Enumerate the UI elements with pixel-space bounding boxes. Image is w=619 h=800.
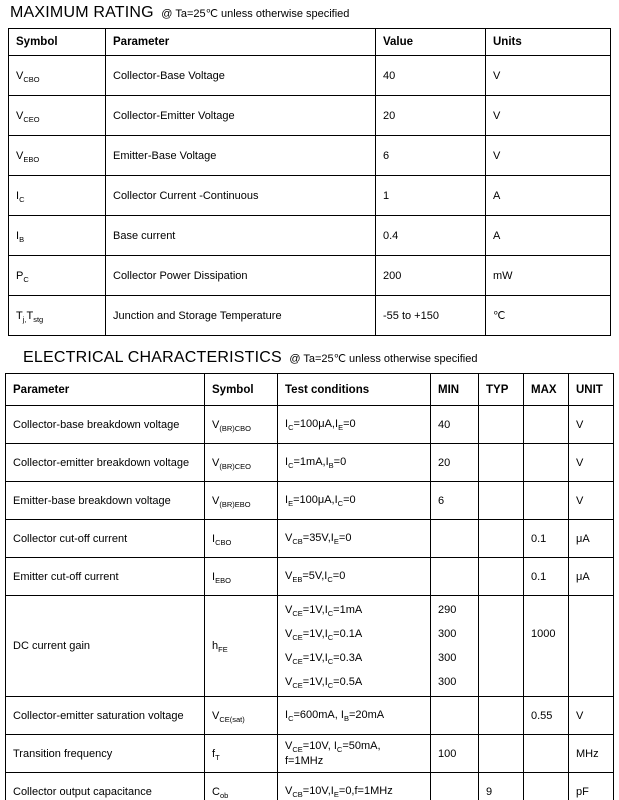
units-cell: ℃: [486, 296, 611, 336]
min-cell: 40: [431, 406, 479, 444]
typ-cell: [479, 444, 524, 482]
test-conditions-cell: [278, 697, 431, 735]
max-cell: [524, 773, 569, 800]
condition-line: $V_{CE}=10V$, $I_C=50mA$,: [285, 739, 381, 754]
electrical-row: [6, 444, 614, 482]
max-cell: [524, 482, 569, 520]
symbol-cell: $P_C$: [9, 256, 106, 296]
test-conditions-cell: [278, 482, 431, 520]
symbol-cell: $V_{EBO}$: [9, 136, 106, 176]
max-rating-row: [9, 256, 611, 296]
unit-cell: V: [569, 406, 614, 444]
unit-cell: μA: [569, 520, 614, 558]
condition-line: $I_C=100\mu A,I_E=0$: [285, 418, 356, 433]
max-rating-subtitle: @ Ta=25℃ unless otherwise specified: [161, 8, 350, 20]
electrical-characteristics-table: [5, 373, 614, 800]
min-cell: 20: [431, 444, 479, 482]
header-units: Units: [486, 29, 611, 56]
typ-cell: [479, 558, 524, 596]
typ-cell: [479, 482, 524, 520]
min-line: 300: [438, 628, 457, 640]
max-rating-row: [9, 296, 611, 336]
max-rating-header-row: [9, 29, 611, 56]
min-cell: [431, 520, 479, 558]
value-cell: 0.4: [376, 216, 486, 256]
symbol-cell: $I_{EBO}$: [205, 558, 278, 596]
header-min: MIN: [431, 374, 479, 406]
typ-cell: [479, 596, 524, 697]
symbol-cell: $V_{CEO}$: [9, 96, 106, 136]
unit-cell: pF: [569, 773, 614, 800]
parameter-cell: Emitter-base breakdown voltage: [6, 482, 205, 520]
electrical-row: [6, 773, 614, 800]
parameter-cell: Collector Current -Continuous: [106, 176, 376, 216]
header-symbol: Symbol: [205, 374, 278, 406]
electrical-row: [6, 697, 614, 735]
condition-line: f=1MHz: [285, 754, 324, 767]
condition-line: $V_{CE}=1V,I_C=1mA$: [285, 604, 363, 619]
test-conditions-cell: [278, 735, 431, 773]
condition-line: $I_C=1mA,I_B=0$: [285, 456, 347, 471]
condition-line: $V_{CE}=1V,I_C=0.3A$: [285, 652, 363, 667]
max-rating-row: [9, 176, 611, 216]
parameter-cell: Collector-emitter saturation voltage: [6, 697, 205, 735]
min-cell: 6: [431, 482, 479, 520]
header-value: Value: [376, 29, 486, 56]
symbol-cell: $V_{(BR)EBO}$: [205, 482, 278, 520]
min-cell: [431, 697, 479, 735]
electrical-subtitle: @ Ta=25℃ unless otherwise specified: [289, 353, 478, 365]
min-line: 300: [438, 652, 457, 664]
max-rating-title: MAXIMUM RATING: [10, 4, 154, 21]
max-cell: 0.55: [524, 697, 569, 735]
electrical-body: [6, 406, 614, 800]
max-line: [531, 646, 564, 670]
header-typ: TYP: [479, 374, 524, 406]
max-cell: 0.1: [524, 520, 569, 558]
min-cell: [431, 596, 479, 697]
value-cell: 40: [376, 56, 486, 96]
unit-cell: [569, 596, 614, 697]
min-cell: 100: [431, 735, 479, 773]
max-cell: [524, 735, 569, 773]
parameter-cell: Collector cut-off current: [6, 520, 205, 558]
symbol-cell: $C_{ob}$: [205, 773, 278, 800]
value-cell: 1: [376, 176, 486, 216]
typ-cell: [479, 697, 524, 735]
max-line: [531, 670, 564, 694]
symbol-cell: $V_{CBO}$: [9, 56, 106, 96]
max-line: 1000: [531, 628, 556, 640]
parameter-cell: Collector-Base Voltage: [106, 56, 376, 96]
header-test-conditions: Test conditions: [278, 374, 431, 406]
unit-cell: MHz: [569, 735, 614, 773]
typ-cell: [479, 520, 524, 558]
parameter-cell: Collector output capacitance: [6, 773, 205, 800]
symbol-cell: $I_B$: [9, 216, 106, 256]
header-parameter: Parameter: [6, 374, 205, 406]
max-cell: 0.1: [524, 558, 569, 596]
test-conditions-cell: [278, 406, 431, 444]
symbol-cell: $V_{(BR)CBO}$: [205, 406, 278, 444]
header-unit: UNIT: [569, 374, 614, 406]
condition-line: $V_{CB}=10V,I_E=0,f=1MHz$: [285, 785, 393, 800]
parameter-cell: DC current gain: [6, 596, 205, 697]
units-cell: V: [486, 136, 611, 176]
parameter-cell: Base current: [106, 216, 376, 256]
units-cell: A: [486, 176, 611, 216]
header-max: MAX: [524, 374, 569, 406]
electrical-row: [6, 596, 614, 697]
max-rating-table: [8, 28, 611, 336]
max-cell: [524, 444, 569, 482]
header-parameter: Parameter: [106, 29, 376, 56]
unit-cell: V: [569, 697, 614, 735]
max-rating-row: [9, 56, 611, 96]
max-line: [531, 598, 564, 622]
condition-line: $I_E=100\mu A,I_C=0$: [285, 494, 356, 509]
unit-cell: μA: [569, 558, 614, 596]
test-conditions-cell: [278, 596, 431, 697]
parameter-cell: Collector-emitter breakdown voltage: [6, 444, 205, 482]
condition-line: $V_{CB}=35V,I_E=0$: [285, 532, 352, 547]
typ-cell: 9: [479, 773, 524, 800]
min-cell: [431, 558, 479, 596]
max-cell: [524, 406, 569, 444]
symbol-cell: $I_C$: [9, 176, 106, 216]
symbol-cell: $h_{FE}$: [205, 596, 278, 697]
electrical-row: [6, 558, 614, 596]
max-rating-row: [9, 216, 611, 256]
max-rating-row: [9, 96, 611, 136]
unit-cell: V: [569, 444, 614, 482]
test-conditions-cell: [278, 444, 431, 482]
condition-line: $V_{CE}=1V,I_C=0.5A$: [285, 676, 363, 691]
max-rating-row: [9, 136, 611, 176]
units-cell: V: [486, 56, 611, 96]
symbol-cell: $I_{CBO}$: [205, 520, 278, 558]
units-cell: V: [486, 96, 611, 136]
typ-cell: [479, 406, 524, 444]
electrical-row: [6, 482, 614, 520]
max-rating-heading: [10, 4, 619, 22]
test-conditions-cell: [278, 773, 431, 800]
parameter-cell: Transition frequency: [6, 735, 205, 773]
min-line: 300: [438, 676, 457, 688]
min-cell: [431, 773, 479, 800]
symbol-cell: $f_T$: [205, 735, 278, 773]
units-cell: mW: [486, 256, 611, 296]
condition-line: $I_C=600mA$, $I_B=20mA$: [285, 709, 385, 724]
condition-line: $V_{EB}=5V,I_C=0$: [285, 570, 346, 585]
parameter-cell: Emitter cut-off current: [6, 558, 205, 596]
typ-cell: [479, 735, 524, 773]
parameter-cell: Emitter-Base Voltage: [106, 136, 376, 176]
symbol-cell: $V_{CE(sat)}$: [205, 697, 278, 735]
electrical-row: [6, 406, 614, 444]
test-conditions-cell: [278, 520, 431, 558]
value-cell: 200: [376, 256, 486, 296]
parameter-cell: Collector Power Dissipation: [106, 256, 376, 296]
symbol-cell: $V_{(BR)CEO}$: [205, 444, 278, 482]
value-cell: -55 to +150: [376, 296, 486, 336]
parameter-cell: Junction and Storage Temperature: [106, 296, 376, 336]
condition-line: $V_{CE}=1V,I_C=0.1A$: [285, 628, 363, 643]
electrical-row: [6, 735, 614, 773]
header-symbol: Symbol: [9, 29, 106, 56]
electrical-header-row: [6, 374, 614, 406]
value-cell: 20: [376, 96, 486, 136]
electrical-title: ELECTRICAL CHARACTERISTICS: [23, 349, 282, 366]
parameter-cell: Collector-base breakdown voltage: [6, 406, 205, 444]
max-cell: [524, 596, 569, 697]
symbol-cell: $T_{j,}T_{stg}$: [9, 296, 106, 336]
value-cell: 6: [376, 136, 486, 176]
units-cell: A: [486, 216, 611, 256]
max-rating-body: [9, 56, 611, 336]
electrical-heading: [23, 349, 619, 367]
electrical-row: [6, 520, 614, 558]
parameter-cell: Collector-Emitter Voltage: [106, 96, 376, 136]
unit-cell: V: [569, 482, 614, 520]
min-line: 290: [438, 604, 457, 616]
test-conditions-cell: [278, 558, 431, 596]
